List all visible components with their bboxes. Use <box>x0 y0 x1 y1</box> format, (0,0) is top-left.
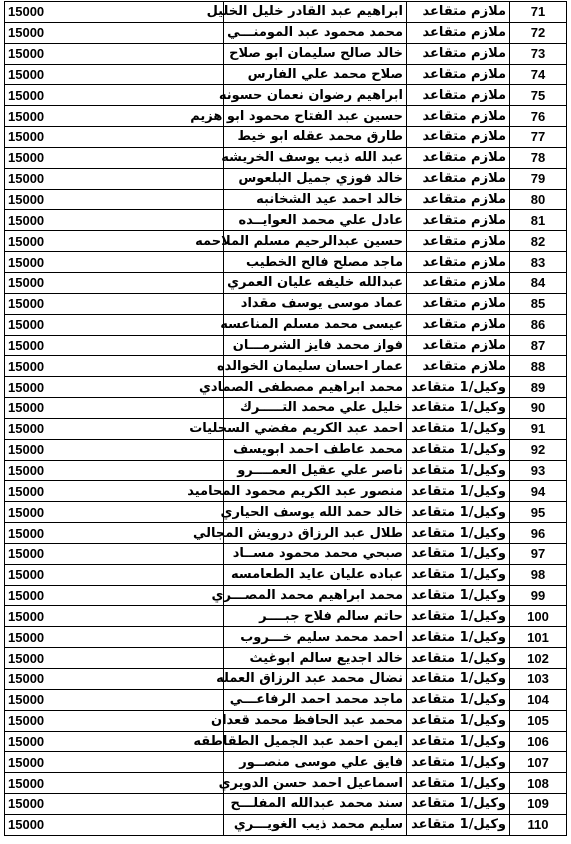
row-number-cell: 99 <box>510 585 567 606</box>
table-row <box>5 189 567 210</box>
rank-cell: ملازم متقاعد <box>407 22 510 43</box>
name-cell: سليم محمد ذيب الغويـــري <box>224 814 407 835</box>
name-cell: خالد احمد عيد الشخانبه <box>224 189 407 210</box>
row-number-cell: 110 <box>510 814 567 835</box>
row-number-cell: 95 <box>510 502 567 523</box>
rank-cell: وكيل/1 متقاعد <box>407 439 510 460</box>
table-row <box>5 523 567 544</box>
amount-cell: 15000 <box>5 669 224 690</box>
name-cell: عيسى محمد مسلم المناعسه <box>224 314 407 335</box>
table-row <box>5 543 567 564</box>
name-cell: خالد حمد الله يوسف الحياري <box>224 502 407 523</box>
amount-cell: 15000 <box>5 710 224 731</box>
row-number-cell: 81 <box>510 210 567 231</box>
table-row <box>5 481 567 502</box>
table-row <box>5 689 567 710</box>
rank-cell: ملازم متقاعد <box>407 293 510 314</box>
row-number-cell: 83 <box>510 252 567 273</box>
row-number-cell: 78 <box>510 147 567 168</box>
amount-cell: 15000 <box>5 377 224 398</box>
rank-cell: وكيل/1 متقاعد <box>407 627 510 648</box>
row-number-cell: 92 <box>510 439 567 460</box>
name-cell: ناصر علي عقيل العمــــرو <box>224 460 407 481</box>
rank-cell: وكيل/1 متقاعد <box>407 689 510 710</box>
amount-cell: 15000 <box>5 231 224 252</box>
name-cell: سند محمد عبدالله المفلـــح <box>224 794 407 815</box>
table-row <box>5 606 567 627</box>
name-cell: فواز محمد فايز الشرمـــان <box>224 335 407 356</box>
amount-cell: 15000 <box>5 168 224 189</box>
table-row <box>5 418 567 439</box>
amount-cell: 15000 <box>5 543 224 564</box>
amount-cell: 15000 <box>5 335 224 356</box>
table-row <box>5 210 567 231</box>
rank-cell: ملازم متقاعد <box>407 272 510 293</box>
rank-cell: ملازم متقاعد <box>407 189 510 210</box>
amount-cell: 15000 <box>5 418 224 439</box>
name-cell: محمد عبد الحافظ محمد قعدان <box>224 710 407 731</box>
table-row <box>5 106 567 127</box>
rank-cell: وكيل/1 متقاعد <box>407 418 510 439</box>
name-cell: حسين عبد الفتاح محمود ابو هزيم <box>224 106 407 127</box>
table-row <box>5 168 567 189</box>
table-row <box>5 648 567 669</box>
amount-cell: 15000 <box>5 314 224 335</box>
amount-cell: 15000 <box>5 356 224 377</box>
table-row <box>5 127 567 148</box>
amount-cell: 15000 <box>5 648 224 669</box>
row-number-cell: 93 <box>510 460 567 481</box>
row-number-cell: 97 <box>510 543 567 564</box>
row-number-cell: 103 <box>510 669 567 690</box>
rank-cell: ملازم متقاعد <box>407 356 510 377</box>
name-cell: منصور عبد الكريم محمود المحاميد <box>224 481 407 502</box>
row-number-cell: 96 <box>510 523 567 544</box>
rank-cell: ملازم متقاعد <box>407 127 510 148</box>
row-number-cell: 85 <box>510 293 567 314</box>
table-row <box>5 814 567 835</box>
name-cell: احمد محمد سليم خـــروب <box>224 627 407 648</box>
table-row <box>5 272 567 293</box>
amount-cell: 15000 <box>5 773 224 794</box>
row-number-cell: 98 <box>510 564 567 585</box>
row-number-cell: 88 <box>510 356 567 377</box>
rank-cell: ملازم متقاعد <box>407 85 510 106</box>
amount-cell: 15000 <box>5 22 224 43</box>
name-cell: عمار احسان سليمان الخوالده <box>224 356 407 377</box>
amount-cell: 15000 <box>5 43 224 64</box>
name-cell: خليل علي محمد التـــــرك <box>224 398 407 419</box>
amount-cell: 15000 <box>5 627 224 648</box>
name-cell: محمد عاطف احمد ابويسف <box>224 439 407 460</box>
amount-cell: 15000 <box>5 210 224 231</box>
row-number-cell: 82 <box>510 231 567 252</box>
name-cell: ابراهيم عبد القادر خليل الخليل <box>224 2 407 23</box>
table-row <box>5 460 567 481</box>
name-cell: عبدالله خليفه عليان العمري <box>224 272 407 293</box>
amount-cell: 15000 <box>5 272 224 293</box>
row-number-cell: 107 <box>510 752 567 773</box>
row-number-cell: 84 <box>510 272 567 293</box>
rank-cell: وكيل/1 متقاعد <box>407 606 510 627</box>
rank-cell: وكيل/1 متقاعد <box>407 731 510 752</box>
rank-cell: وكيل/1 متقاعد <box>407 523 510 544</box>
amount-cell: 15000 <box>5 481 224 502</box>
name-cell: عباده عليان عايد الطعامسه <box>224 564 407 585</box>
name-cell: عبد الله ذيب يوسف الخريشه <box>224 147 407 168</box>
name-cell: محمد محمود عبد المومنـــي <box>224 22 407 43</box>
amount-cell: 15000 <box>5 147 224 168</box>
rank-cell: وكيل/1 متقاعد <box>407 814 510 835</box>
table-row <box>5 293 567 314</box>
row-number-cell: 73 <box>510 43 567 64</box>
amount-cell: 15000 <box>5 127 224 148</box>
rank-cell: ملازم متقاعد <box>407 314 510 335</box>
rank-cell: وكيل/1 متقاعد <box>407 543 510 564</box>
rank-cell: وكيل/1 متقاعد <box>407 669 510 690</box>
row-number-cell: 108 <box>510 773 567 794</box>
rank-cell: وكيل/1 متقاعد <box>407 502 510 523</box>
row-number-cell: 71 <box>510 2 567 23</box>
name-cell: خالد صالح سليمان ابو صلاح <box>224 43 407 64</box>
name-cell: صلاح محمد علي الفارس <box>224 64 407 85</box>
table-body <box>5 2 567 836</box>
table-row <box>5 43 567 64</box>
row-number-cell: 105 <box>510 710 567 731</box>
row-number-cell: 87 <box>510 335 567 356</box>
name-cell: عادل علي محمد العوايــده <box>224 210 407 231</box>
table-row <box>5 356 567 377</box>
name-cell: طارق محمد عقله ابو خيط <box>224 127 407 148</box>
name-cell: خالد فوزي جميل البلعوس <box>224 168 407 189</box>
row-number-cell: 80 <box>510 189 567 210</box>
row-number-cell: 86 <box>510 314 567 335</box>
row-number-cell: 76 <box>510 106 567 127</box>
rank-cell: ملازم متقاعد <box>407 210 510 231</box>
rank-cell: وكيل/1 متقاعد <box>407 460 510 481</box>
amount-cell: 15000 <box>5 439 224 460</box>
row-number-cell: 90 <box>510 398 567 419</box>
rank-cell: وكيل/1 متقاعد <box>407 710 510 731</box>
row-number-cell: 79 <box>510 168 567 189</box>
name-cell: طلال عبد الرزاق درويش المجالي <box>224 523 407 544</box>
table-row <box>5 669 567 690</box>
name-cell: ماجد محمد احمد الرفاعـــي <box>224 689 407 710</box>
rank-cell: وكيل/1 متقاعد <box>407 564 510 585</box>
table-row <box>5 731 567 752</box>
name-cell: حسين عبدالرحيم مسلم الملاحمه <box>224 231 407 252</box>
rank-cell: ملازم متقاعد <box>407 147 510 168</box>
rank-cell: ملازم متقاعد <box>407 43 510 64</box>
row-number-cell: 102 <box>510 648 567 669</box>
table-row <box>5 502 567 523</box>
row-number-cell: 89 <box>510 377 567 398</box>
table-row <box>5 64 567 85</box>
name-cell: احمد عبد الكريم مفضي السحليات <box>224 418 407 439</box>
amount-cell: 15000 <box>5 252 224 273</box>
table-row <box>5 773 567 794</box>
table-row <box>5 22 567 43</box>
name-cell: فايق علي موسى منصــور <box>224 752 407 773</box>
row-number-cell: 104 <box>510 689 567 710</box>
table-row <box>5 335 567 356</box>
row-number-cell: 106 <box>510 731 567 752</box>
rank-cell: وكيل/1 متقاعد <box>407 794 510 815</box>
row-number-cell: 75 <box>510 85 567 106</box>
row-number-cell: 72 <box>510 22 567 43</box>
rank-cell: ملازم متقاعد <box>407 231 510 252</box>
table-row <box>5 627 567 648</box>
amount-cell: 15000 <box>5 731 224 752</box>
amount-cell: 15000 <box>5 460 224 481</box>
rank-cell: ملازم متقاعد <box>407 252 510 273</box>
row-number-cell: 91 <box>510 418 567 439</box>
name-cell: صبحي محمد محمود مســاد <box>224 543 407 564</box>
amount-cell: 15000 <box>5 64 224 85</box>
rank-cell: وكيل/1 متقاعد <box>407 398 510 419</box>
name-cell: حاتم سالم فلاح جبــــر <box>224 606 407 627</box>
amount-cell: 15000 <box>5 502 224 523</box>
table-row <box>5 710 567 731</box>
name-cell: محمد ابراهيم مصطفى الصمادي <box>224 377 407 398</box>
row-number-cell: 77 <box>510 127 567 148</box>
amount-cell: 15000 <box>5 564 224 585</box>
rank-cell: وكيل/1 متقاعد <box>407 377 510 398</box>
row-number-cell: 109 <box>510 794 567 815</box>
name-cell: ابراهيم رضوان نعمان حسونه <box>224 85 407 106</box>
table-row <box>5 585 567 606</box>
table-row <box>5 2 567 23</box>
document-sheet <box>4 1 567 836</box>
name-cell: محمد ابراهيم محمد المصـــري <box>224 585 407 606</box>
table-row <box>5 752 567 773</box>
table-row <box>5 231 567 252</box>
name-cell: ماجد مصلح فالح الخطيب <box>224 252 407 273</box>
amount-cell: 15000 <box>5 293 224 314</box>
amount-cell: 15000 <box>5 794 224 815</box>
name-cell: ايمن احمد عبد الجميل الطقاطقه <box>224 731 407 752</box>
amount-cell: 15000 <box>5 189 224 210</box>
row-number-cell: 100 <box>510 606 567 627</box>
row-number-cell: 101 <box>510 627 567 648</box>
table-row <box>5 377 567 398</box>
rank-cell: ملازم متقاعد <box>407 335 510 356</box>
name-cell: عماد موسى يوسف مقداد <box>224 293 407 314</box>
table-row <box>5 439 567 460</box>
row-number-cell: 94 <box>510 481 567 502</box>
table-row <box>5 252 567 273</box>
rank-cell: وكيل/1 متقاعد <box>407 773 510 794</box>
amount-cell: 15000 <box>5 585 224 606</box>
rank-cell: ملازم متقاعد <box>407 106 510 127</box>
rank-cell: وكيل/1 متقاعد <box>407 648 510 669</box>
amount-cell: 15000 <box>5 2 224 23</box>
amount-cell: 15000 <box>5 689 224 710</box>
table-row <box>5 564 567 585</box>
rank-cell: وكيل/1 متقاعد <box>407 585 510 606</box>
table-row <box>5 794 567 815</box>
amount-cell: 15000 <box>5 85 224 106</box>
table-row <box>5 85 567 106</box>
amount-cell: 15000 <box>5 398 224 419</box>
amount-cell: 15000 <box>5 606 224 627</box>
rank-cell: وكيل/1 متقاعد <box>407 752 510 773</box>
amount-cell: 15000 <box>5 752 224 773</box>
payment-table <box>4 1 567 836</box>
name-cell: اسماعيل احمد حسن الدويري <box>224 773 407 794</box>
table-row <box>5 147 567 168</box>
rank-cell: وكيل/1 متقاعد <box>407 481 510 502</box>
amount-cell: 15000 <box>5 106 224 127</box>
rank-cell: ملازم متقاعد <box>407 2 510 23</box>
table-row <box>5 314 567 335</box>
row-number-cell: 74 <box>510 64 567 85</box>
name-cell: خالد اجديع سالم ابوغيث <box>224 648 407 669</box>
amount-cell: 15000 <box>5 523 224 544</box>
rank-cell: ملازم متقاعد <box>407 64 510 85</box>
table-row <box>5 398 567 419</box>
rank-cell: ملازم متقاعد <box>407 168 510 189</box>
name-cell: نضال محمد عبد الرزاق العمله <box>224 669 407 690</box>
amount-cell: 15000 <box>5 814 224 835</box>
